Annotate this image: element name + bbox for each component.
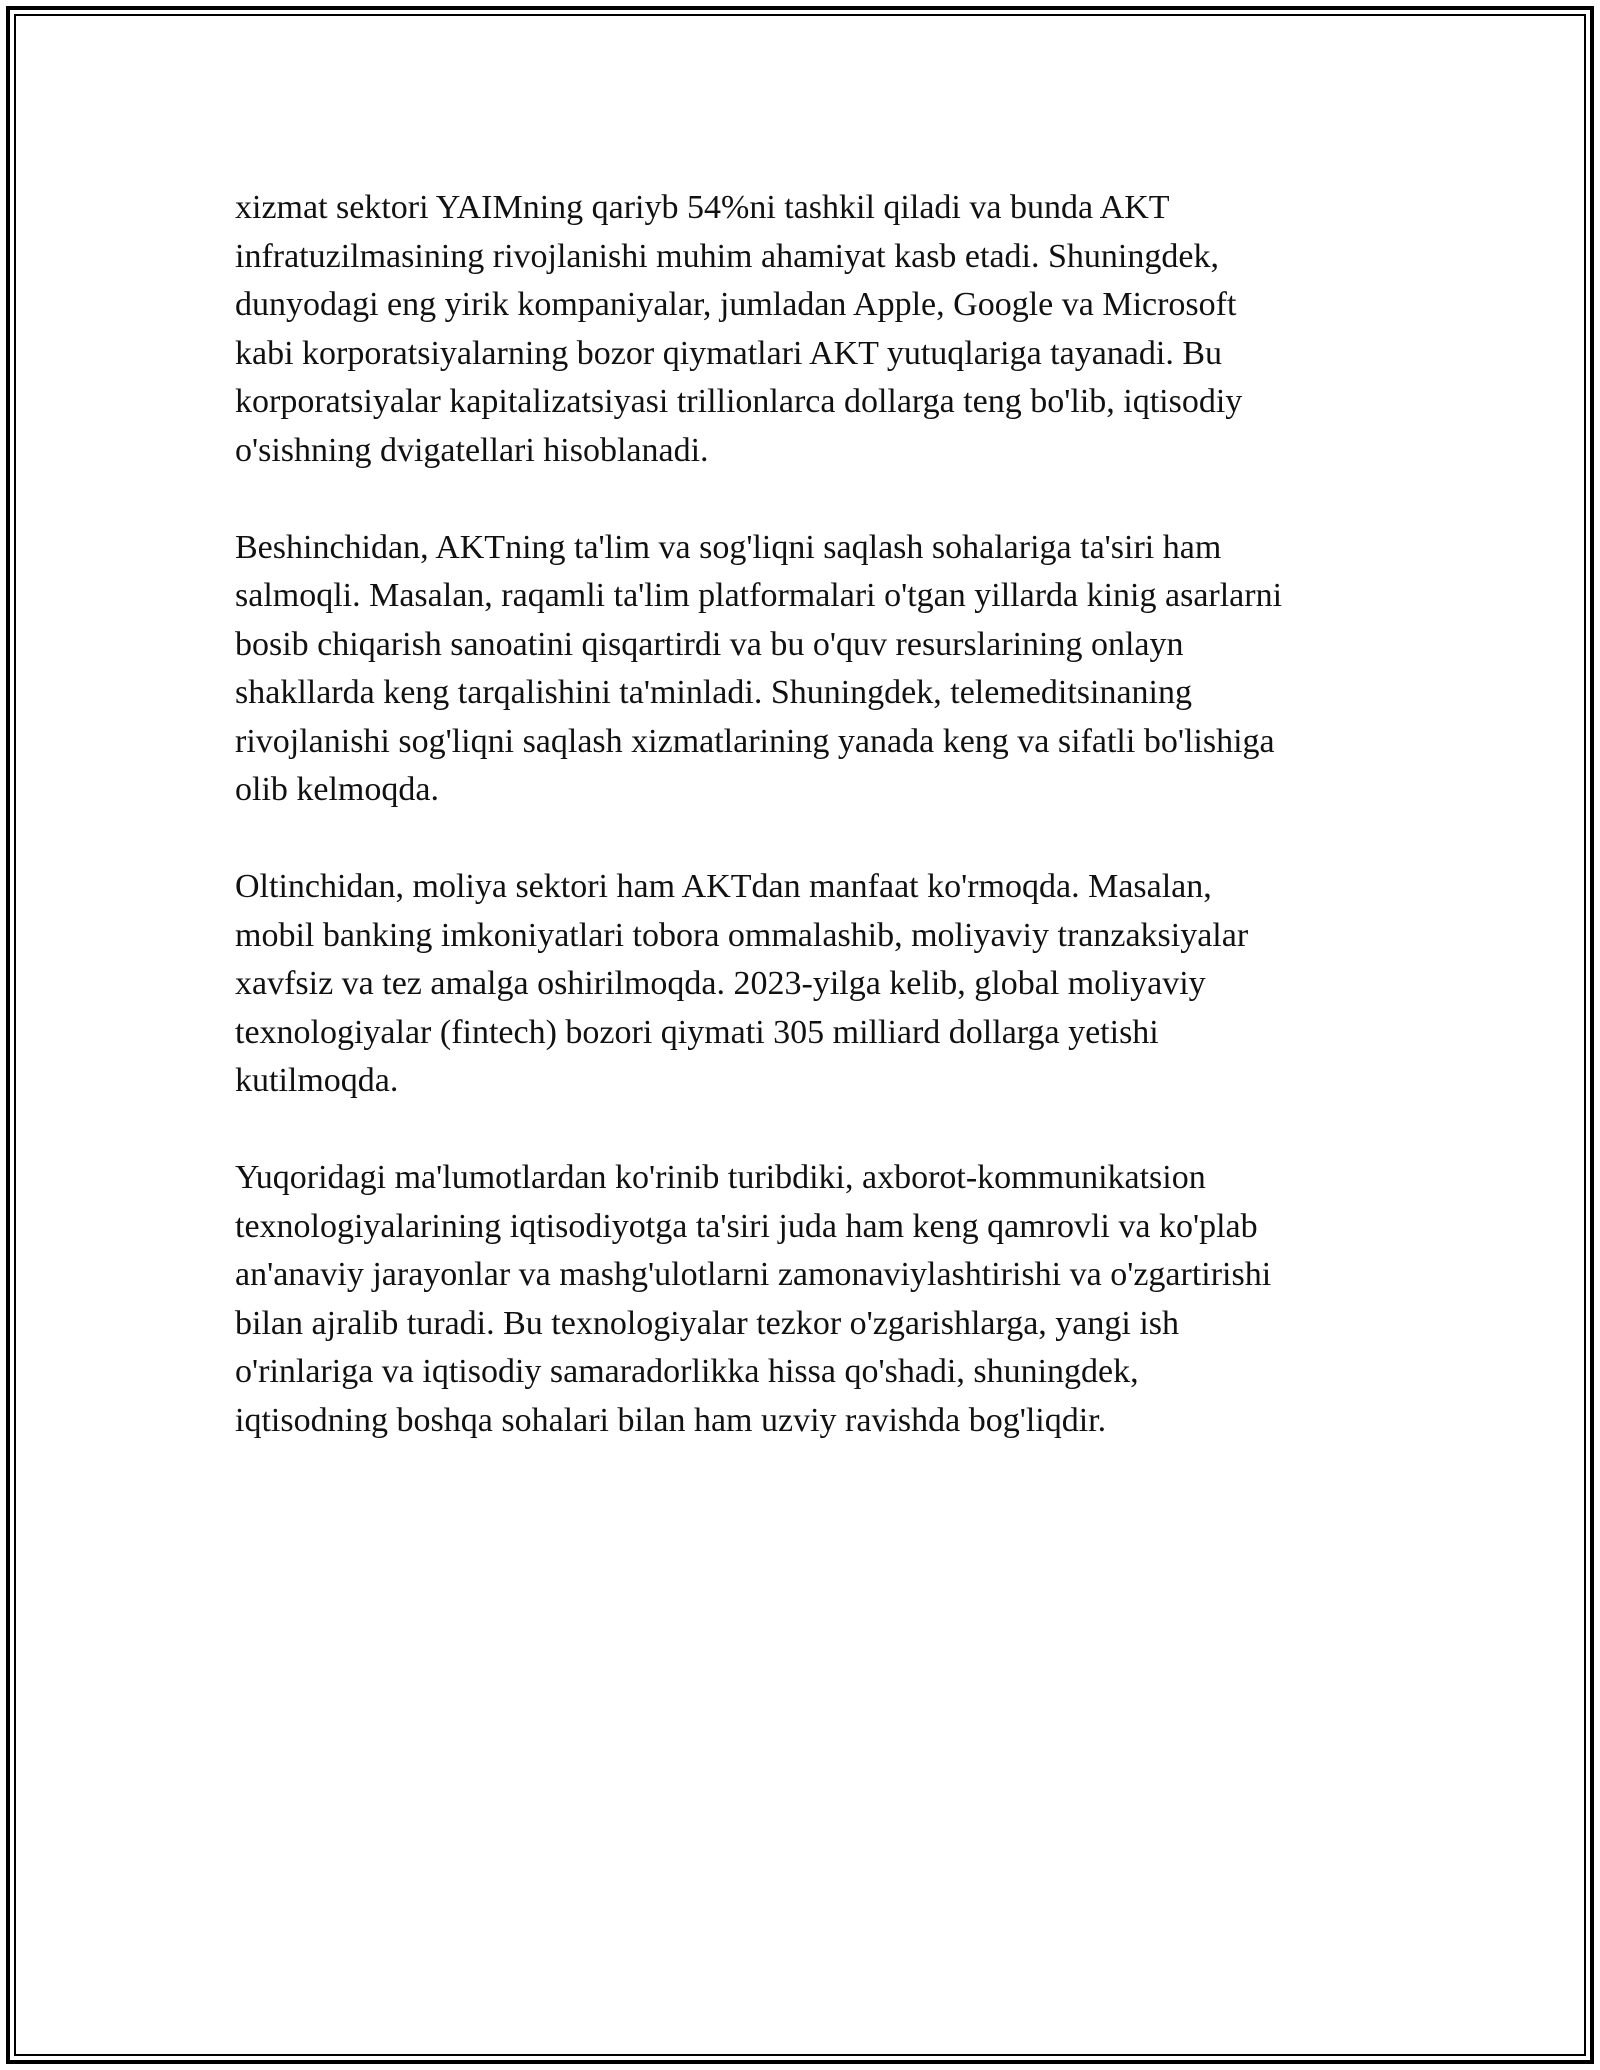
text-line: bosib chiqarish sanoatini qisqartirdi va bu o'quv resurslarining onlayn — [235, 625, 1184, 663]
paragraph-1 — [235, 184, 1375, 475]
text-line: rivojlanishi sog'liqni saqlash xizmatlarining yanada keng va sifatli bo'lishiga — [235, 722, 1275, 760]
text-line: shakllarda keng tarqalishini ta'minladi. Shuningdek, telemeditsinaning — [235, 674, 1192, 711]
text-line: bilan ajralib turadi. Bu texnologiyalar tezkor o'zgarishlarga, yangi ish — [235, 1304, 1179, 1342]
text-line: korporatsiyalar kapitalizatsiyasi trillionlarca dollarga teng bo'lib, iqtisodiy — [235, 383, 1243, 420]
text-line: salmoqli. Masalan, raqamli ta'lim platformalari o'tgan yillarda kinig asarlarni — [235, 577, 1283, 614]
text-line: Oltinchidan, moliya sektori ham AKTdan manfaat ko'rmoqda. Masalan, — [235, 868, 1212, 905]
text-line: infratuzilmasining rivojlanishi muhim ahamiyat kasb etadi. Shuningdek, — [235, 237, 1219, 275]
text-line: mobil banking imkoniyatlari tobora ommalashib, moliyaviy tranzaksiyalar — [235, 916, 1249, 954]
text-line: o'sishning dvigatellari hisoblanadi. — [235, 431, 709, 469]
text-line: Beshinchidan, AKTning ta'lim va sog'liqni saqlash sohalariga ta'siri ham — [235, 528, 1222, 566]
text-line: iqtisodning boshqa sohalari bilan ham uzviy ravishda bog'liqdir. — [235, 1401, 1107, 1439]
text-line: kabi korporatsiyalarning bozor qiymatlari AKT yutuqlariga tayanadi. Bu — [235, 334, 1223, 372]
text-line: dunyodagi eng yirik kompaniyalar, jumladan Apple, Google va Microsoft — [235, 286, 1237, 323]
paragraph-2 — [235, 524, 1375, 815]
text-line: o'rinlariga va iqtisodiy samaradorlikka hissa qo'shadi, shuningdek, — [235, 1353, 1139, 1390]
text-line: xizmat sektori YAIMning qariyb 54%ni tashkil qiladi va bunda AKT — [235, 189, 1170, 226]
text-line: olib kelmoqda. — [235, 771, 439, 808]
text-line: kutilmoqda. — [235, 1062, 399, 1099]
text-line: xavfsiz va tez amalga oshirilmoqda. 2023-yilga kelib, global moliyaviy — [235, 965, 1206, 1002]
text-line: texnologiyalar (fintech) bozori qiymati 305 milliard dollarga yetishi — [235, 1013, 1159, 1051]
text-line: Yuqoridagi ma'lumotlardan ko'rinib turibdiki, axborot-kommunikatsion — [235, 1159, 1206, 1196]
text-line: an'anaviy jarayonlar va mashg'ulotlarni zamonaviylashtirishi va o'zgartirishi — [235, 1256, 1272, 1293]
text-line: texnologiyalarining iqtisodiyotga ta'siri juda ham keng qamrovli va ko'plab — [235, 1207, 1258, 1245]
paragraph-3 — [235, 863, 1375, 1106]
paragraph-4 — [235, 1154, 1375, 1445]
document-body — [235, 184, 1375, 1445]
